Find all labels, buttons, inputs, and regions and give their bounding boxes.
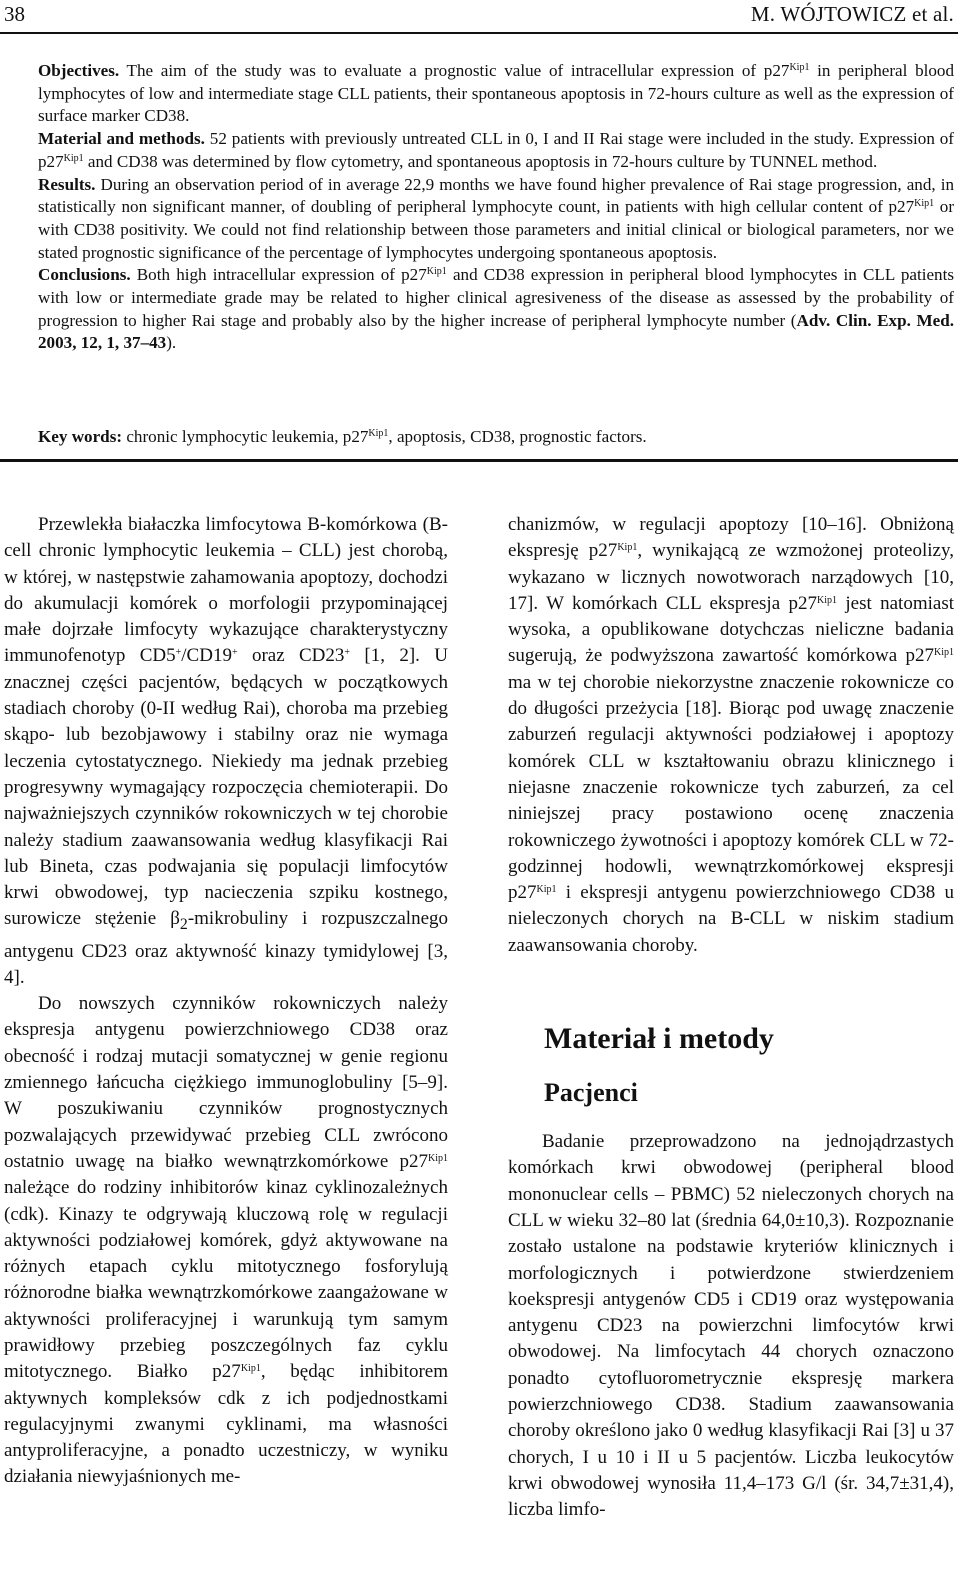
top-rule xyxy=(0,32,958,34)
plus-sup: + xyxy=(231,647,238,659)
paragraph xyxy=(508,512,954,959)
text-run: /CD19 xyxy=(181,645,232,667)
kip1-sup: Kip1 xyxy=(914,198,935,210)
keywords xyxy=(38,426,954,449)
body-column-right xyxy=(508,512,954,1524)
text-run: ma w tej chorobie niekorzystne znaczenie rokownicze co do długości przeżycia [18]. Biorąc pod uwagę znaczenie zaburzeń regulacji aktywności podziałowej i apoptozy komórek CLL w kształtowaniu obrazu klinicznego i niejasne znaczenie rokownicze tych zaburzeń, za cel niniejszej pracy postawiono ocenę znaczenia rokowniczego żywotności i apoptozy komórek CLL w 72-godzinnej hodowli, wewnątrzkomórkowej ekspresji p27 xyxy=(508,671,954,904)
beta-sub: 2 xyxy=(179,916,188,934)
paragraph xyxy=(4,991,448,1491)
kip1-sup: Kip1 xyxy=(240,1363,261,1375)
text-run: należące do rodziny inhibitorów kinaz cyklinozależnych (cdk). Kinazy te odgrywają kluczową rolę w regulacji aktywności podziałowej komórek, gdyż aktywowane na różnych etapach cyklu mitotycznego fosforylują różnorodne białka wewnątrzkomórkowe zaangażowane w aktywności proliferacyjnej i warunkują tym samym prawidłowy przebieg poszczególnych faz cyklu mitotycznego. Białko p27 xyxy=(4,1177,448,1383)
kip1-sup: Kip1 xyxy=(368,428,389,439)
keywords-label: Key words: xyxy=(38,427,123,446)
citation: Adv. Clin. Exp. Med. 2003, 12, 1, 37–43 xyxy=(38,310,954,353)
abstract-methods xyxy=(38,128,954,173)
text-run: chanizmów, w regulacji apoptozy [10–16]. Obniżoną ekspresję p27 xyxy=(508,514,954,562)
kip1-sup: Kip1 xyxy=(63,152,84,164)
subsection-heading: Pacjenci xyxy=(544,1078,638,1108)
text-run: jest natomiast wysoka, a opublikowane dotychczas nieliczne badania sugerują, że podwyższona zawartość komórkowa p27 xyxy=(508,592,954,667)
text-run: -mikrobuliny i rozpuszczalnego antygenu CD23 oraz aktywność kinazy tymidylowej [3, 4]. xyxy=(4,908,448,988)
text-run: , będąc inhibitorem aktywnych kompleksów cdk z ich podjednostkami regulacyjnymi zwanymi cyklinami, ma własności antyproliferacyjne, a ponadto uczestniczy, w wyniku działania niewyjaśnionych me- xyxy=(4,1361,448,1488)
paragraph: Badanie przeprowadzono na jednojądrzastych komórkach krwi obwodowej (peripheral blood mononuclear cells – PBMC) 52 nieleczonych chorych na CLL w wieku 32–80 lat (średnia 64,0±10,3). Rozpoznanie zostało ustalone na podstawie kryteriów klinicznych i morfologicznych i potwierdzone stwierdzeniem koekspresji antygenów CD5 i CD19 oraz występowania antygenu CD23 na powierzchni limfocytów krwi obwodowej. Na limfocytach 44 chorych oznaczono ponadto cytofluorometrycznie ekspresję markera powierzchniowego CD38. Stadium zaawansowania choroby określono jako 0 według klasyfikacji Rai [3] u 37 chorych, I u 10 i II u 5 pacjentów. Liczba leukocytów krwi obwodowej wynosiła 11,4–173 G/l (śr. 34,7±31,4), liczba limfo- xyxy=(508,1131,954,1521)
page-number: 38 xyxy=(4,2,25,26)
page-header xyxy=(0,0,960,40)
conclusions-text-2: and CD38 expression in peripheral blood lymphocytes in CLL patients with low or intermediate grade may be related to higher clinical agresiveness of the disease as assessed by the probability of progression to higher Rai stage and probably also by the higher increase of peripheral lymphocyte number ( xyxy=(38,265,954,330)
methods-label: Material and methods. xyxy=(38,129,205,149)
results-text: During an observation period of in average 22,9 months we have found higher prevalence of Rai stage progression, and, in statistically non significant manner, of doubling of peripheral lymphocyte count, in patients with high cellular content of p27 xyxy=(38,174,954,217)
text-run: oraz CD23 xyxy=(237,645,345,667)
abstract-results xyxy=(38,174,954,265)
kip1-sup: Kip1 xyxy=(428,1152,448,1164)
kip1-sup: Kip1 xyxy=(789,62,810,73)
text-run: [1, 2]. U znacznej części pacjentów, będących w początkowych stadiach choroby (0-II według Rai), choroba ma przebieg skąpo- lub bezobjawowy i stabilny oraz nie wymaga leczenia cytostatycznego. Niekiedy ma jednak przebieg progresywny wymagający rozpoczęcia chemioterapii. Do najważniejszych czynników rokowniczych w tej chorobie należy stadium zaawansowania według klasyfikacji Rai lub Bineta, czas podwajania się populacji limfocytów krwi obwodowej, typ nacieczenia szpiku kostnego, surowicze stężenie β xyxy=(4,645,448,930)
abstract-conclusions xyxy=(38,264,954,355)
plus-sup: + xyxy=(175,647,182,659)
methods-text-2: and CD38 was determined by flow cytometry, and spontaneous apoptosis in 72-hours culture by TUNNEL method. xyxy=(83,151,878,171)
kip1-sup: Kip1 xyxy=(536,884,557,896)
methods-text: 52 patients with previously untreated CLL in 0, I and II Rai stage were included in the study. Expression of p27 xyxy=(38,129,954,171)
objectives-text: The aim of the study was to evaluate a prognostic value of intracellular expression of p27 xyxy=(119,61,790,80)
kip1-sup: Kip1 xyxy=(617,542,638,554)
abstract-objectives xyxy=(38,60,954,128)
results-label: Results. xyxy=(38,174,96,194)
section-heading: Materiał i metody xyxy=(544,1022,774,1056)
conclusions-text: Both high intracellular expression of p27 xyxy=(130,265,427,285)
paragraph xyxy=(4,512,448,991)
body-column-left xyxy=(4,512,448,1491)
results-text-2: or with CD38 positivity. We could not find relationship between those parameters and initial clinical or biological parameters, nor we stated prognostic significance of the percentage of lymphocytes undergoing spontaneous apoptosis. xyxy=(38,197,955,262)
text-run: i ekspresji antygenu powierzchniowego CD38 u nieleczonych chorych na B-CLL w niskim stadium zaawansowania choroby. xyxy=(508,882,954,956)
text-run: , wynikającą ze wzmożonej proteolizy, wykazano w licznych nowotworach narządowych [10, 17]. W komórkach CLL ekspresja p27 xyxy=(508,540,954,614)
objectives-text-2: in peripheral blood lymphocytes of low and intermediate stage CLL patients, their spontaneous apoptosis in 72-hours culture as well as the expression of surface marker CD38. xyxy=(38,61,954,126)
kip1-sup: Kip1 xyxy=(817,594,837,606)
keywords-text: chronic lymphocytic leukemia, p27 xyxy=(122,427,369,446)
keywords-text-2: , apoptosis, CD38, prognostic factors. xyxy=(388,427,647,446)
kip1-sup: Kip1 xyxy=(426,266,447,278)
section-rule xyxy=(0,459,958,462)
conclusions-label: Conclusions. xyxy=(38,265,131,285)
objectives-label: Objectives. xyxy=(38,61,120,80)
plus-sup: + xyxy=(344,647,351,659)
running-head: M. WÓJTOWICZ et al. xyxy=(750,2,954,26)
abstract xyxy=(38,60,954,355)
kip1-sup: Kip1 xyxy=(934,647,954,659)
conclusions-end: ). xyxy=(166,333,177,353)
text-run: Przewlekła białaczka limfocytowa B-komórkowa (B-cell chronic lymphocytic leukemia – CLL) jest chorobą, w której, w następstwie zahamowania apoptozy, dochodzi do akumulacji komórek o morfologii przypominającej małe dojrzałe limfocyty wykazujące charakterystyczny immunofenotyp CD5 xyxy=(4,514,448,667)
text-run: Do nowszych czynników rokowniczych należy ekspresja antygenu powierzchniowego CD38 oraz obecność i rodzaj mutacji somatycznej w genie regionu zmiennego łańcucha ciężkiego immunoglobuliny [5–9]. W poszukiwaniu czynników prognostycznych pozwalających przewidywać przebieg CLL zwrócono ostatnio uwagę na białko wewnątrzkomórkowe p27 xyxy=(4,993,448,1172)
